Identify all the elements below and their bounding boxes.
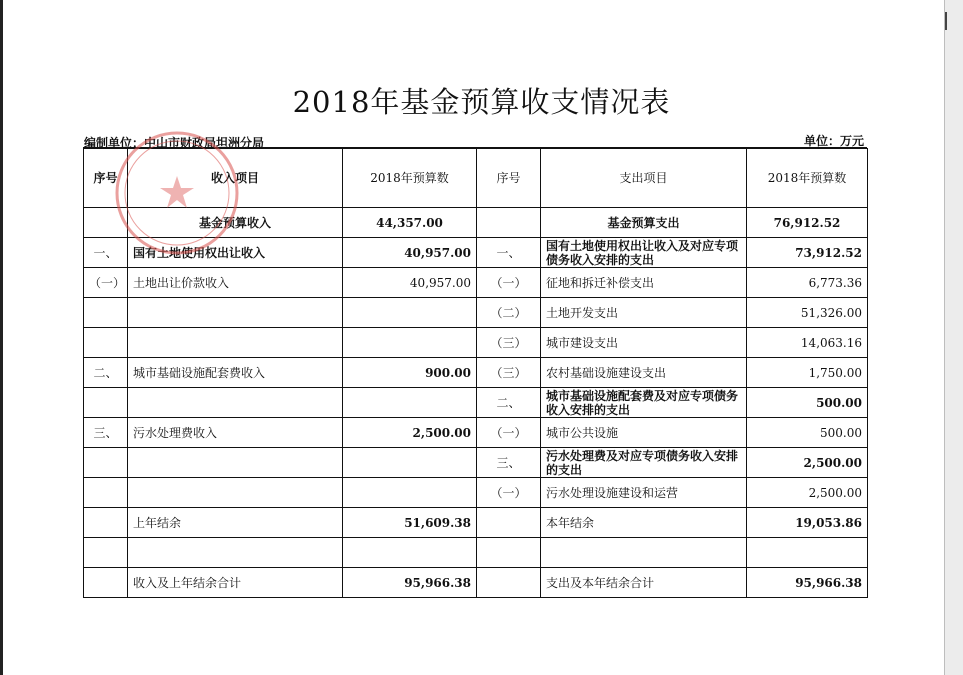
table-row <box>84 568 868 598</box>
income-item: 土地出让价款收入 <box>128 268 343 298</box>
expense-value: 51,326.00 <box>747 298 868 328</box>
income-seq <box>84 448 128 478</box>
expense-seq: 一、 <box>477 238 541 268</box>
expense-item: 国有土地使用权出让收入及对应专项债务收入安排的支出 <box>541 238 747 268</box>
income-item <box>128 298 343 328</box>
currency-unit: 单位：万元 <box>803 134 864 148</box>
table-row <box>84 418 868 448</box>
income-value: 40,957.00 <box>343 268 477 298</box>
expense-value: 95,966.38 <box>747 568 868 598</box>
income-item: 国有土地使用权出让收入 <box>128 238 343 268</box>
income-seq: （一） <box>84 268 128 298</box>
income-value: 40,957.00 <box>343 238 477 268</box>
expense-seq: （一） <box>477 268 541 298</box>
income-seq: 一、 <box>84 238 128 268</box>
expense-value: 76,912.52 <box>747 208 868 238</box>
expense-value: 2,500.00 <box>747 448 868 478</box>
income-value <box>343 478 477 508</box>
income-seq <box>84 208 128 238</box>
header-income-budget: 2018年预算数 <box>343 149 477 208</box>
income-value: 95,966.38 <box>343 568 477 598</box>
header-seq-2: 序号 <box>477 149 541 208</box>
table-row <box>84 478 868 508</box>
table-row <box>84 268 868 298</box>
budget-table <box>83 148 868 598</box>
expense-seq: 二、 <box>477 388 541 418</box>
expense-value: 6,773.36 <box>747 268 868 298</box>
income-value <box>343 538 477 568</box>
income-seq: 二、 <box>84 358 128 388</box>
expense-item: 本年结余 <box>541 508 747 538</box>
income-seq: 三、 <box>84 418 128 448</box>
expense-seq <box>477 568 541 598</box>
expense-item: 污水处理设施建设和运营 <box>541 478 747 508</box>
table-row <box>84 358 868 388</box>
table-row <box>84 388 868 418</box>
expense-item: 支出及本年结余合计 <box>541 568 747 598</box>
expense-value <box>747 538 868 568</box>
expense-item <box>541 538 747 568</box>
income-value <box>343 298 477 328</box>
expense-seq <box>477 508 541 538</box>
table-row <box>84 508 868 538</box>
income-item: 污水处理费收入 <box>128 418 343 448</box>
expense-value: 500.00 <box>747 418 868 448</box>
expense-seq: （一） <box>477 418 541 448</box>
expense-item: 污水处理费及对应专项债务收入安排的支出 <box>541 448 747 478</box>
expense-seq: （二） <box>477 298 541 328</box>
expense-value: 19,053.86 <box>747 508 868 538</box>
income-seq <box>84 538 128 568</box>
expense-item: 基金预算支出 <box>541 208 747 238</box>
income-seq <box>84 478 128 508</box>
table-header-row <box>84 149 868 208</box>
table-row <box>84 298 868 328</box>
income-seq <box>84 568 128 598</box>
header-expense-item: 支出项目 <box>541 149 747 208</box>
expense-seq: 三、 <box>477 448 541 478</box>
income-item <box>128 448 343 478</box>
income-seq <box>84 388 128 418</box>
expense-seq <box>477 538 541 568</box>
income-value <box>343 448 477 478</box>
income-value: 2,500.00 <box>343 418 477 448</box>
expense-seq: （三） <box>477 358 541 388</box>
income-value <box>343 388 477 418</box>
document-title: 2018年基金预算收支情况表 <box>292 85 671 119</box>
expense-seq: （一） <box>477 478 541 508</box>
expense-item: 土地开发支出 <box>541 298 747 328</box>
table-row <box>84 538 868 568</box>
table-row <box>84 328 868 358</box>
table-row <box>84 448 868 478</box>
income-item <box>128 388 343 418</box>
income-item <box>128 538 343 568</box>
income-item <box>128 478 343 508</box>
income-item: 城市基础设施配套费收入 <box>128 358 343 388</box>
scan-corner-mark <box>938 12 947 30</box>
expense-value: 500.00 <box>747 388 868 418</box>
expense-item: 城市基础设施配套费及对应专项债务收入安排的支出 <box>541 388 747 418</box>
expense-item: 农村基础设施建设支出 <box>541 358 747 388</box>
header-income-item: 收入项目 <box>128 149 343 208</box>
table-row <box>84 238 868 268</box>
income-item: 收入及上年结余合计 <box>128 568 343 598</box>
income-item: 上年结余 <box>128 508 343 538</box>
compiling-unit: 编制单位：中山市财政局坦洲分局 <box>84 136 265 150</box>
expense-item: 征地和拆迁补偿支出 <box>541 268 747 298</box>
header-expense-budget: 2018年预算数 <box>747 149 868 208</box>
expense-value: 73,912.52 <box>747 238 868 268</box>
expense-item: 城市公共设施 <box>541 418 747 448</box>
income-value: 51,609.38 <box>343 508 477 538</box>
income-value <box>343 328 477 358</box>
income-value: 900.00 <box>343 358 477 388</box>
income-item: 基金预算收入 <box>128 208 343 238</box>
income-value: 44,357.00 <box>343 208 477 238</box>
expense-value: 14,063.16 <box>747 328 868 358</box>
expense-value: 2,500.00 <box>747 478 868 508</box>
expense-item: 城市建设支出 <box>541 328 747 358</box>
income-seq <box>84 298 128 328</box>
income-seq <box>84 328 128 358</box>
header-seq: 序号 <box>84 149 128 208</box>
income-seq <box>84 508 128 538</box>
expense-seq <box>477 208 541 238</box>
expense-value: 1,750.00 <box>747 358 868 388</box>
income-item <box>128 328 343 358</box>
table-row <box>84 208 868 238</box>
expense-seq: （三） <box>477 328 541 358</box>
